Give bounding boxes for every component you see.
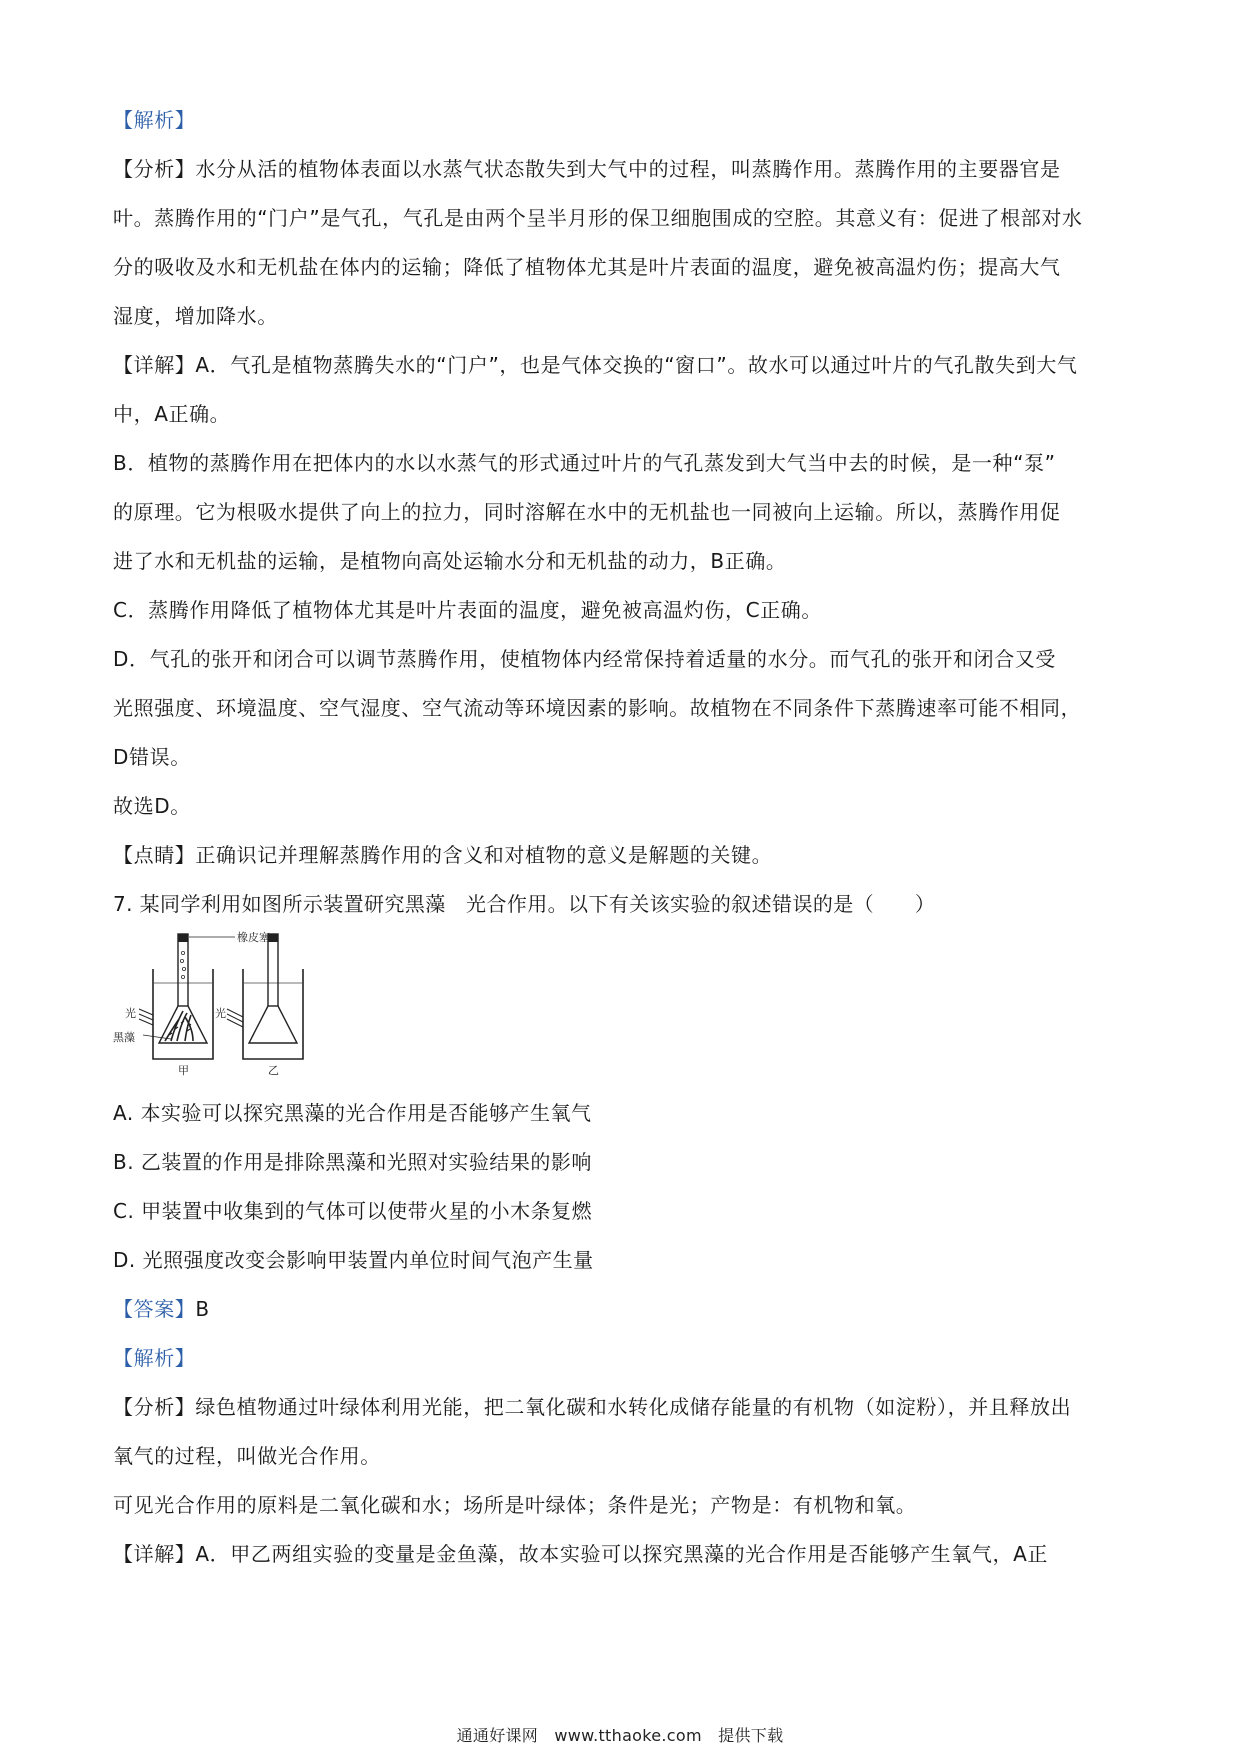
- analysis-line-1: 【分析】水分从活的植物体表面以水蒸气状态散失到大气中的过程，叫蒸腾作用。蒸腾作用的主要器官是: [113, 157, 1061, 181]
- detail-line-8: 光照强度、环境温度、空气湿度、空气流动等环境因素的影响。故植物在不同条件下蒸腾速率可能不相同，: [113, 696, 1082, 720]
- analysis-line-4: 湿度，增加降水。: [113, 304, 278, 328]
- q7-analysis-line-3: 可见光合作用的原料是二氧化碳和水；场所是叶绿体；条件是光；产物是：有机物和氧。: [113, 1493, 917, 1517]
- detail-line-4: 的原理。它为根吸水提供了向上的拉力，同时溶解在水中的无机盐也一同被向上运输。所以，蒸腾作用促: [113, 500, 1061, 524]
- test-tube-yi: [268, 934, 278, 1006]
- answer-value: B: [195, 1297, 210, 1321]
- detail-line-7: D．气孔的张开和闭合可以调节蒸腾作用，使植物体内经常保持着适量的水分。而气孔的张开和闭合又受: [113, 647, 1056, 671]
- light-ray: [227, 1009, 243, 1017]
- option-d: D. 光照强度改变会影响甲装置内单位时间气泡产生量: [113, 1248, 594, 1272]
- label-algae: 黑藻: [113, 1031, 135, 1044]
- light-ray: [139, 1019, 153, 1025]
- option-c: C. 甲装置中收集到的气体可以使带火星的小木条复燃: [113, 1199, 593, 1223]
- q7-jiexi-heading: 【解析】: [113, 1346, 196, 1370]
- q7-detail-line-1: 【详解】A．甲乙两组实验的变量是金鱼藻，故本实验可以探究黑藻的光合作用是否能够产生氧气，A正: [113, 1542, 1048, 1566]
- detail-line-1: 【详解】A．气孔是植物蒸腾失水的“门户”，也是气体交换的“窗口”。故水可以通过叶片的气孔散失到大气: [113, 353, 1078, 377]
- detail-line-2: 中，A正确。: [113, 402, 231, 426]
- label-stopper: 橡皮塞: [237, 931, 270, 944]
- detail-line-5: 进了水和无机盐的运输，是植物向高处运输水分和无机盐的动力，B正确。: [113, 549, 787, 573]
- page-content: [113, 96, 1133, 1579]
- option-a: A. 本实验可以探究黑藻的光合作用是否能够产生氧气: [113, 1101, 592, 1125]
- detail-line-6: C．蒸腾作用降低了植物体尤其是叶片表面的温度，避免被高温灼伤，C正确。: [113, 598, 822, 622]
- analysis-line-3: 分的吸收及水和无机盐在体内的运输；降低了植物体尤其是叶片表面的温度，避免被高温灼伤；提高大气: [113, 255, 1061, 279]
- black-algae: [165, 1011, 193, 1041]
- question-7-stem: 7. 某同学利用如图所示装置研究黑藻 光合作用。以下有关该实验的叙述错误的是（ ）: [113, 892, 936, 916]
- detail-line-9: D错误。: [113, 745, 191, 769]
- beaker-jia: [153, 969, 213, 1059]
- light-ray: [227, 1014, 243, 1022]
- bubble: [180, 959, 183, 962]
- label-light-right: 光: [215, 1007, 226, 1020]
- answer-line: [113, 1285, 1133, 1334]
- bubble: [181, 975, 184, 978]
- light-ray: [227, 1019, 243, 1027]
- light-ray: [139, 1009, 153, 1015]
- light-ray: [139, 1014, 153, 1020]
- experiment-figure: [113, 931, 343, 1081]
- jiexi-heading: 【解析】: [113, 108, 196, 132]
- experiment-apparatus-drawing: [113, 931, 343, 1081]
- q7-analysis-line-2: 氧气的过程，叫做光合作用。: [113, 1444, 381, 1468]
- beaker-yi: [243, 969, 303, 1059]
- label-light-left: 光: [125, 1007, 136, 1020]
- funnel-yi: [249, 1006, 297, 1043]
- bubble: [182, 967, 185, 970]
- bubble: [181, 951, 184, 954]
- dianjing-line: 【点睛】正确识记并理解蒸腾作用的含义和对植物的意义是解题的关键。: [113, 843, 773, 867]
- detail-line-3: B．植物的蒸腾作用在把体内的水以水蒸气的形式通过叶片的气孔蒸发到大气当中去的时候，是一种“泵”: [113, 451, 1056, 475]
- question-7-options: [113, 1089, 1133, 1285]
- answer-tag: 【答案】: [113, 1297, 196, 1321]
- detail-line-10: 故选D。: [113, 794, 191, 818]
- analysis-line-2: 叶。蒸腾作用的“门户”是气孔，气孔是由两个呈半月形的保卫细胞围成的空腔。其意义有：促进了根部对水: [113, 206, 1083, 230]
- label-jia: 甲: [178, 1064, 189, 1077]
- option-b: B. 乙装置的作用是排除黑藻和光照对实验结果的影响: [113, 1150, 592, 1174]
- stopper-jia: [178, 934, 188, 942]
- page-footer: 通通好课网 www.tthaoke.com 提供下载: [456, 1726, 784, 1745]
- q7-analysis-line-1: 【分析】绿色植物通过叶绿体利用光能，把二氧化碳和水转化成储存能量的有机物（如淀粉），并且释放出: [113, 1395, 1072, 1419]
- label-yi: 乙: [268, 1064, 279, 1077]
